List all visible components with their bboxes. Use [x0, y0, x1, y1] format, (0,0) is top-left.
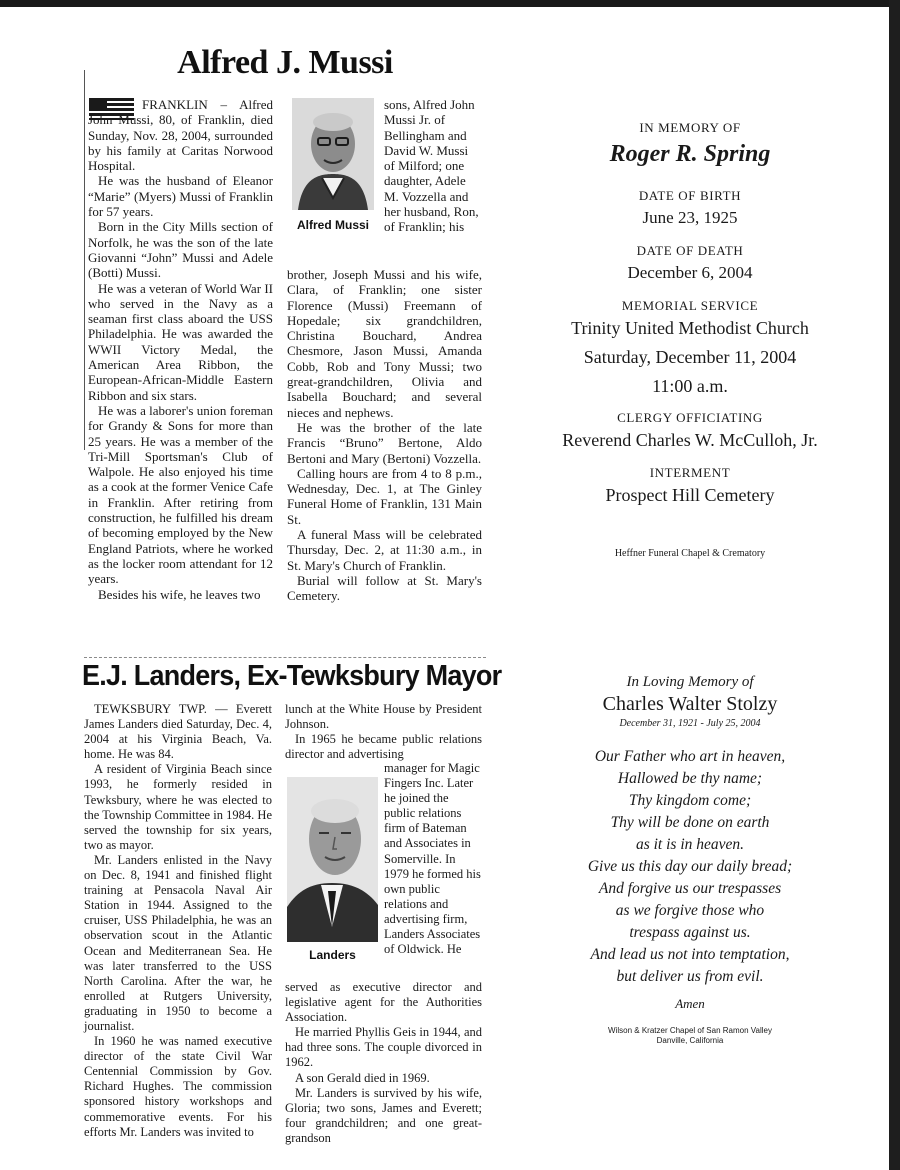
mussi-paragraph: He was the brother of the late Francis “Bruno” Bertone, Aldo Bertoni and Mary (Bertoni) Vozzella.	[287, 419, 482, 466]
column-rule	[84, 70, 85, 450]
service-label: MEMORIAL SERVICE	[621, 298, 759, 313]
mussi-photo	[292, 98, 374, 210]
landers-paragraph: lunch at the White House by President Johnson.	[285, 702, 482, 732]
landers-paragraph: Mr. Landers enlisted in the Navy on Dec. 8, 1941 and finished flight training at Pensacola Naval Air Station in 1944. Assigned to the cruiser, USS Philadelphia, he was an observation scout in the Atlantic Ocean and Mediterranean Sea. He was later transferred to the USS North Carolina. After the war, he enrolled at Rutgers University, graduating in 1950 to become a journalist.	[84, 852, 272, 1033]
portrait-image	[292, 98, 374, 210]
mussi-paragraph: FRANKLIN – Alfred John Mussi, 80, of Franklin, died Sunday, Nov. 28, 2004, surrounded by his family at Caritas Norwood Hospital.	[88, 97, 273, 174]
clergy-name: Reverend Charles W. McCulloh, Jr.	[562, 430, 818, 450]
landers-paragraph: He married Phyllis Geis in 1944, and had three sons. The couple divorced in 1962.	[285, 1025, 482, 1070]
spring-name: Roger R. Spring	[609, 141, 771, 167]
church-name: Trinity United Methodist Church	[571, 318, 809, 338]
mussi-column-2	[287, 267, 482, 604]
portrait-image	[287, 777, 378, 942]
dob-value: June 23, 1925	[642, 208, 738, 227]
interment-label: INTERMENT	[649, 465, 731, 480]
clergy-label: CLERGY OFFICIATING	[617, 410, 763, 425]
landers-paragraph: served as executive director and legislative agent for the Authorities Association.	[285, 980, 482, 1025]
prayer-line: as it is in heaven.	[635, 836, 745, 853]
prayer-line: Our Father who art in heaven,	[594, 748, 786, 765]
landers-column-2-wrap: manager for Magic Fingers Inc. Later he joined the public relations firm of Bateman and Associates in Somerville. In 1979 he formed his own public relations and advertising firm, Landers Associates of Oldwick. He	[384, 761, 481, 957]
prayer-line: Thy will be done on earth	[610, 814, 770, 831]
mussi-paragraph: He was the husband of Eleanor “Marie” (Myers) Mussi of Franklin for 57 years.	[88, 173, 273, 220]
prayer-line: trespass against us.	[629, 924, 751, 941]
mussi-column-1	[88, 97, 273, 602]
stolzy-name: Charles Walter Stolzy	[602, 693, 778, 715]
landers-paragraph: A resident of Virginia Beach since 1993, he formerly resided in Tewksbury, where he was elected to the Township Committee in 1984. He served the township for six years, two as mayor.	[84, 762, 272, 852]
mussi-paragraph: A funeral Mass will be celebrated Thursday, Dec. 2, at 11:30 a.m., in St. Mary's Church of Franklin.	[287, 527, 482, 573]
in-memory-label: IN MEMORY OF	[639, 120, 741, 135]
mussi-paragraph: He was a veteran of World War II who served in the Navy as a seaman first class aboard the USS Philadelphia. He was awarded the WWII Victory Medal, the American Area Ribbon, the European-African-Middle Eastern Ribbon and six stars.	[88, 280, 273, 403]
mussi-photo-caption: Alfred Mussi	[296, 218, 369, 232]
loving-memory-heading: In Loving Memory of	[626, 674, 754, 690]
landers-paragraph: In 1960 he was named executive director of the state Civil War Centennial Commission by Gov. Richard Hughes. The commission sponsored history workshops and commemorative events. For his efforts Mr. Landers was invited to	[84, 1034, 272, 1139]
prayer-line: as we forgive those who	[615, 902, 765, 919]
amen: Amen	[675, 996, 705, 1011]
dod-label: DATE OF DEATH	[636, 243, 744, 258]
dob-label: DATE OF BIRTH	[638, 188, 742, 203]
prayer-line: but deliver us from evil.	[616, 968, 764, 985]
service-date: Saturday, December 11, 2004	[583, 347, 797, 367]
landers-paragraph: In 1965 he became public relations director and advertising	[285, 732, 482, 762]
chapel-location: Danville, California	[656, 1036, 724, 1045]
dod-value: December 6, 2004	[627, 263, 753, 282]
mussi-paragraph: Calling hours are from 4 to 8 p.m., Wednesday, Dec. 1, at The Ginley Funeral Home of Franklin, 131 Main St.	[287, 465, 482, 527]
mussi-paragraph: Burial will follow at St. Mary's Cemetery.	[287, 572, 482, 604]
landers-paragraph: A son Gerald died in 1969.	[295, 1070, 430, 1085]
landers-paragraph: TEWKSBURY TWP. — Everett James Landers died Saturday, Dec. 4, 2004 at his Virginia Beach, Va. home. He was 84.	[84, 702, 272, 762]
landers-column-2-top	[285, 702, 482, 762]
scan-top-edge	[0, 0, 900, 7]
landers-photo	[287, 777, 378, 942]
mussi-paragraph: brother, Joseph Mussi and his wife, Clara, of Franklin; one sister Florence (Mussi) Freemann of Hopedale; six grandchildren, Christina Bouchard, Andrea Chesmore, Jason Mussi, Amanda Cobb, Rob and Tony Mussi; two great-grandchildren, Olivia and Isabella Bouchard; and several nieces and nephews.	[287, 267, 482, 420]
service-time: 11:00 a.m.	[652, 376, 728, 396]
landers-photo-caption: Landers	[309, 948, 356, 962]
landers-column-2-bottom	[285, 980, 482, 1146]
clipping-divider	[84, 657, 486, 658]
cemetery-name: Prospect Hill Cemetery	[605, 485, 775, 505]
landers-paragraph: Mr. Landers is survived by his wife, Gloria; two sons, James and Everett; four grandchildren; and one great-grandson	[285, 1085, 482, 1145]
prayer-line: Hallowed be thy name;	[617, 770, 763, 787]
mussi-paragraph: Born in the City Mills section of Norfolk, he was the son of the late Giovanni “John” Mussi and Adele (Botti) Mussi.	[88, 219, 273, 281]
landers-column-1	[84, 702, 272, 1140]
scan-right-edge	[889, 0, 900, 1170]
landers-title: E.J. Landers, Ex-Tewksbury Mayor	[82, 660, 502, 692]
prayer-line: And forgive us our trespasses	[598, 880, 782, 897]
stolzy-dates: December 31, 1921 - July 25, 2004	[619, 718, 761, 729]
mussi-column-2-top: sons, Alfred John Mussi Jr. of Bellingham and David W. Mussi of Milford; one daughter, Adele M. Vozzella and her husband, Ron, of Franklin; his	[384, 97, 479, 235]
prayer-line: Give us this day our daily bread;	[587, 858, 793, 875]
funeral-home: Heffner Funeral Chapel & Crematory	[614, 548, 766, 559]
prayer-line: Thy kingdom come;	[628, 792, 752, 809]
prayer-line: And lead us not into temptation,	[590, 946, 790, 963]
mussi-title: Alfred J. Mussi	[177, 44, 393, 81]
mussi-paragraph: Besides his wife, he leaves two	[98, 586, 261, 602]
chapel-name: Wilson & Kratzer Chapel of San Ramon Valley	[608, 1026, 772, 1035]
mussi-paragraph: He was a laborer's union foreman for Grandy & Sons for more than 25 years. He was a member of the Tri-Mill Sportsman's Club of Walpole. He also enjoyed his time as a cook at the former Venice Cafe in Franklin. After retiring from construction, he fulfilled his dream of becoming employed by the New England Patriots, where he worked as the locker room attendant for 12 years.	[88, 402, 273, 587]
